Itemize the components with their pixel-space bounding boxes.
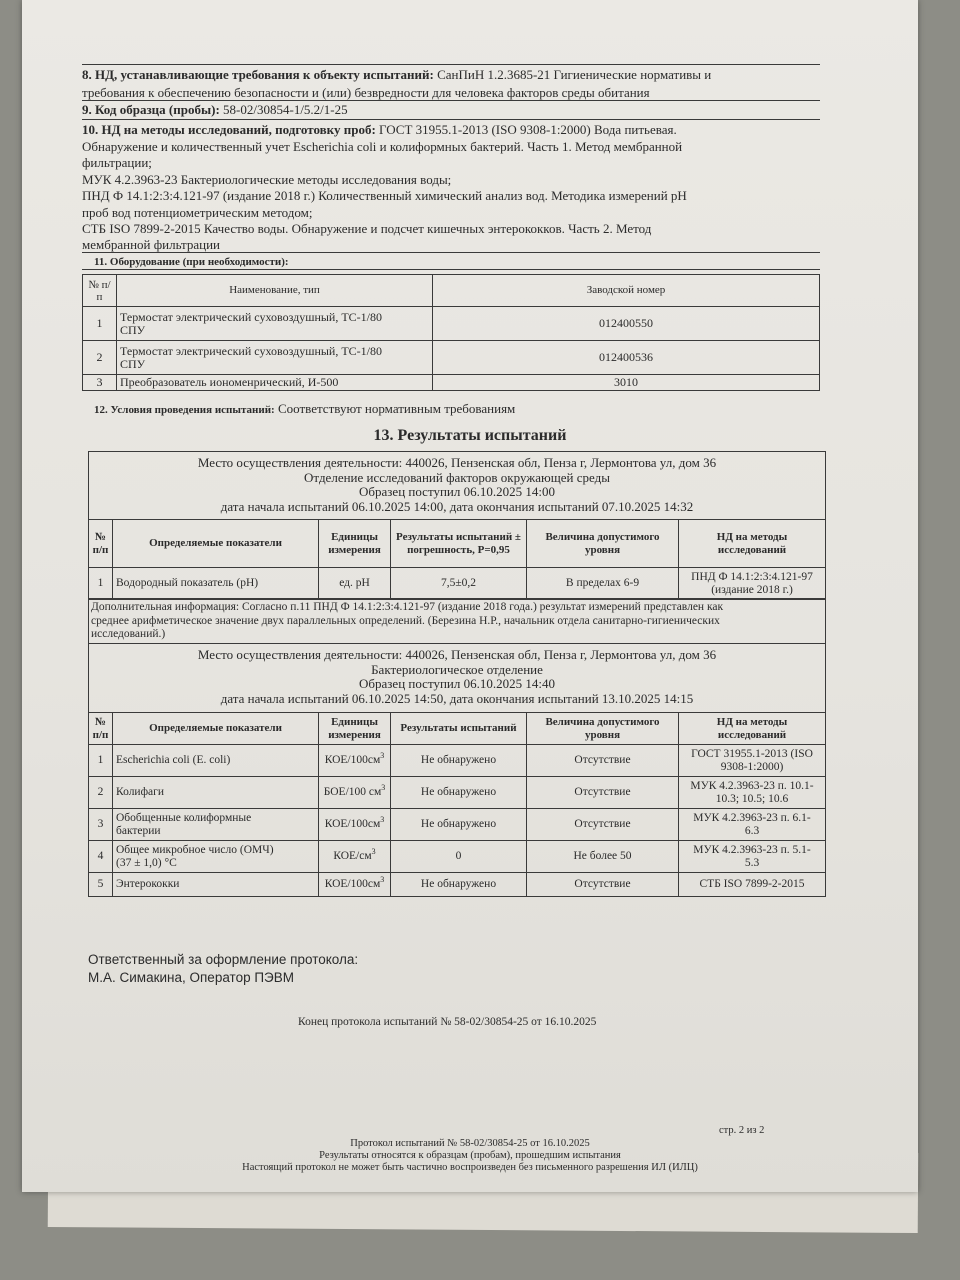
method-line: 9308-1:2000): [720, 760, 784, 773]
row-number: 3: [89, 809, 113, 841]
method-line: МУК 4.2.3963-23 п. 10.1-: [690, 780, 814, 792]
method: [679, 809, 826, 841]
table-row: [89, 841, 826, 873]
indicator-name: [113, 841, 319, 873]
table-header: НД на методы исследований: [679, 713, 826, 745]
result: Не обнаружено: [391, 777, 527, 809]
unit: [319, 841, 391, 873]
block1-department: Отделение исследований факторов окружающей среды: [304, 469, 610, 485]
indicator-line: Колифаги: [116, 786, 165, 799]
page-number: стр. 2 из 2: [719, 1125, 765, 1136]
unit-exponent: 3: [380, 815, 385, 825]
row-number: 1: [89, 568, 113, 600]
unit-text: КОЕ/100см: [324, 754, 381, 767]
equipment-name: [117, 307, 433, 341]
section-9: [82, 103, 348, 116]
table-header-row: [89, 713, 826, 745]
results-title: 13. Результаты испытаний: [373, 427, 567, 444]
row-number: 3: [83, 375, 117, 391]
table-header: № п/п: [83, 275, 117, 307]
section-8: [82, 68, 711, 81]
result: 7,5±0,2: [391, 568, 527, 600]
limit: Отсутствие: [527, 777, 679, 809]
table-header: Величина допустимого уровня: [527, 713, 679, 745]
section-10-line: проб вод потенциометрическим методом;: [82, 205, 313, 220]
equipment-serial: 012400536: [433, 341, 820, 375]
result: 0: [391, 841, 527, 873]
divider: [82, 100, 820, 101]
unit-text: БОЕ/100 см: [323, 786, 382, 799]
block2-department: Бактериологическое отделение: [371, 661, 543, 677]
table-row: [89, 777, 826, 809]
equipment-name-line: СПУ: [120, 356, 146, 371]
table-header: Определяемые показатели: [113, 713, 319, 745]
equipment-serial: 012400550: [433, 307, 820, 341]
note-line: исследований.): [91, 628, 166, 640]
note-line: Дополнительная информация: Согласно п.11 ПНД Ф 14.1:2:3:4.121-97 (издание 2018 года.) результат измерений представлен как: [91, 601, 724, 613]
equipment-name: [117, 341, 433, 375]
method: [679, 777, 826, 809]
block1-note: [88, 598, 826, 644]
section-10-line: ПНД Ф 14.1:2:3:4.121-97 (издание 2018 г.) Количественный химический анализ вод. Методика измерений pH: [82, 188, 687, 203]
indicator-line: Обобщенные колиформные: [116, 812, 252, 824]
method: [679, 841, 826, 873]
equipment-name-line: Термостат электрический суховоздушный, ТС-1/80: [120, 309, 383, 324]
unit-exponent: 3: [380, 751, 385, 761]
method-line: ГОСТ 31955.1-2013 (ISO: [691, 748, 813, 760]
block2-header: [88, 643, 826, 713]
divider: [82, 64, 820, 65]
responsible-person: М.А. Симакина, Оператор ПЭВМ: [88, 970, 294, 985]
unit-exponent: 3: [371, 847, 376, 857]
table-header: Наименование, тип: [117, 275, 433, 307]
document-page: [22, 0, 918, 1192]
unit: [319, 809, 391, 841]
equipment-name: Преобразователь иономенрический, И-500: [117, 375, 433, 391]
divider: [82, 119, 820, 120]
end-note: Конец протокола испытаний № 58-02/30854-25 от 16.10.2025: [298, 1016, 597, 1028]
row-number: 2: [89, 777, 113, 809]
block2-received: Образец поступил 06.10.2025 14:40: [359, 676, 555, 691]
table-row: [83, 307, 820, 341]
limit: Отсутствие: [527, 745, 679, 777]
unit: [319, 873, 391, 897]
section-10-line: Обнаружение и количественный учет Escherichia coli и колиформных бактерий. Часть 1. Метод мембранной: [82, 139, 683, 154]
indicator-name: [113, 745, 319, 777]
method: [679, 568, 826, 600]
limit: Отсутствие: [527, 809, 679, 841]
table-header: Результаты испытаний ± погрешность, P=0,95: [391, 520, 527, 568]
method-line: МУК 4.2.3963-23 п. 5.1-: [693, 844, 811, 856]
unit-text: КОЕ/см: [333, 850, 372, 863]
results-table-2: [88, 712, 826, 897]
unit: [319, 777, 391, 809]
section-10-line: СТБ ISO 7899-2-2015 Качество воды. Обнаружение и подсчет кишечных энтерококков. Часть 2. Метод: [82, 221, 652, 236]
footer-line: Протокол испытаний № 58-02/30854-25 от 16.10.2025: [350, 1138, 590, 1149]
row-number: 1: [89, 745, 113, 777]
indicator-line: (37 ± 1,0) °С: [116, 856, 177, 869]
row-number: 2: [83, 341, 117, 375]
block2-location: Место осуществления деятельности: 440026, Пензенская обл, Пенза г, Лермонтова ул, дом 36: [197, 647, 717, 662]
method: СТБ ISO 7899-2-2015: [679, 873, 826, 897]
unit-text: КОЕ/100см: [324, 878, 381, 891]
table-row: [83, 341, 820, 375]
table-header-row: [89, 520, 826, 568]
section-9-value: 58-02/30854-1/5.2/1-25: [223, 102, 348, 117]
indicator-line: Общее микробное число (ОМЧ): [116, 844, 274, 856]
unit: [319, 745, 391, 777]
responsible-label: Ответственный за оформление протокола:: [88, 952, 359, 967]
footer-line: Настоящий протокол не может быть частично воспроизведен без письменного разрешения ИЛ (ИЛЦ): [242, 1162, 698, 1173]
row-number: 4: [89, 841, 113, 873]
result: Не обнаружено: [391, 873, 527, 897]
section-8-line2: требования к обеспечению безопасности и (или) безвредности для человека факторов среды обитания: [82, 85, 650, 100]
divider: [82, 269, 820, 270]
section-8-label: 8. НД, устанавливающие требования к объекту испытаний:: [82, 67, 434, 82]
block1-location: Место осуществления деятельности: 440026, Пензенская обл, Пенза г, Лермонтова ул, дом 36: [197, 455, 717, 470]
table-row: [89, 745, 826, 777]
section-12-label: 12. Условия проведения испытаний:: [94, 404, 275, 416]
section-10-line: МУК 4.2.3963-23 Бактериологические методы исследования воды;: [82, 172, 452, 187]
table-row: [83, 375, 820, 391]
section-10-line: фильтрации;: [82, 155, 152, 170]
method-line: 5.3: [744, 856, 760, 869]
result: Не обнаружено: [391, 745, 527, 777]
indicator-line: бактерии: [116, 824, 161, 837]
responsible-block: [88, 952, 358, 986]
limit: Отсутствие: [527, 873, 679, 897]
section-12: [94, 402, 515, 417]
method-line: МУК 4.2.3963-23 п. 6.1-: [693, 812, 811, 824]
table-header: НД на методы исследований: [679, 520, 826, 568]
table-header: № п/п: [89, 520, 113, 568]
footer-line: Результаты относятся к образцам (пробам), прошедшим испытания: [319, 1150, 621, 1161]
section-12-value: Соответствуют нормативным требованиям: [277, 401, 516, 416]
section-10-label: 10. НД на методы исследований, подготовку проб:: [82, 122, 376, 137]
unit: ед. pH: [319, 568, 391, 600]
section-11-label: 11. Оборудование (при необходимости):: [94, 256, 289, 268]
section-8-value: СанПиН 1.2.3685-21 Гигиенические нормативы и: [437, 67, 712, 82]
unit-exponent: 3: [381, 783, 386, 793]
indicator-name: Водородный показатель (pH): [113, 568, 319, 600]
limit: В пределах 6-9: [527, 568, 679, 600]
equipment-serial: 3010: [433, 375, 820, 391]
method-line: 10.3; 10.5; 10.6: [715, 792, 789, 805]
row-number: 1: [83, 307, 117, 341]
indicator-name: [113, 809, 319, 841]
table-header: Определяемые показатели: [113, 520, 319, 568]
divider: [82, 252, 820, 253]
equipment-name-line: Термостат электрический суховоздушный, ТС-1/80: [120, 343, 383, 358]
method-line: (издание 2018 г.): [711, 583, 793, 596]
table-header: Заводской номер: [433, 275, 820, 307]
table-row: [89, 568, 826, 600]
method: [679, 745, 826, 777]
equipment-table: [82, 274, 820, 391]
table-row: [89, 873, 826, 897]
method-line: 6.3: [744, 824, 760, 837]
limit: Не более 50: [527, 841, 679, 873]
table-header: Результаты испытаний: [391, 713, 527, 745]
note-line: среднее арифметическое значение двух параллельных определений. (Березина Н.Р., начальник отдела санитарно-гигиенических: [91, 614, 720, 627]
block1-received: Образец поступил 06.10.2025 14:00: [359, 484, 555, 499]
block2-dates: дата начала испытаний 06.10.2025 14:50, дата окончания испытаний 13.10.2025 14:15: [220, 690, 694, 706]
section-9-label: 9. Код образца (пробы):: [82, 102, 220, 117]
block1-dates: дата начала испытаний 06.10.2025 14:00, дата окончания испытаний 07.10.2025 14:32: [220, 498, 694, 514]
results-table-1: [88, 519, 826, 600]
block1-header: [88, 451, 826, 520]
table-header: Единицы измерения: [319, 713, 391, 745]
table-header: Величина допустимого уровня: [527, 520, 679, 568]
unit-exponent: 3: [380, 875, 385, 885]
table-header: Единицы измерения: [319, 520, 391, 568]
unit-text: КОЕ/100см: [324, 818, 381, 831]
table-row: [89, 809, 826, 841]
section-10-line: мембранной фильтрации: [82, 237, 221, 252]
section-10-line: ГОСТ 31955.1-2013 (ISO 9308-1:2000) Вода питьевая.: [379, 122, 677, 137]
indicator-name: [113, 777, 319, 809]
method-line: ПНД Ф 14.1:2:3:4.121-97: [691, 571, 813, 583]
table-header-row: [83, 275, 820, 307]
indicator-line: Escherichia coli (E. coli): [116, 754, 231, 767]
footer: [22, 1138, 918, 1174]
row-number: 5: [89, 873, 113, 897]
indicator-name: Энтерококки: [113, 873, 319, 897]
equipment-name-line: СПУ: [120, 322, 146, 337]
table-header: № п/п: [89, 713, 113, 745]
section-10: [82, 123, 677, 136]
result: Не обнаружено: [391, 809, 527, 841]
